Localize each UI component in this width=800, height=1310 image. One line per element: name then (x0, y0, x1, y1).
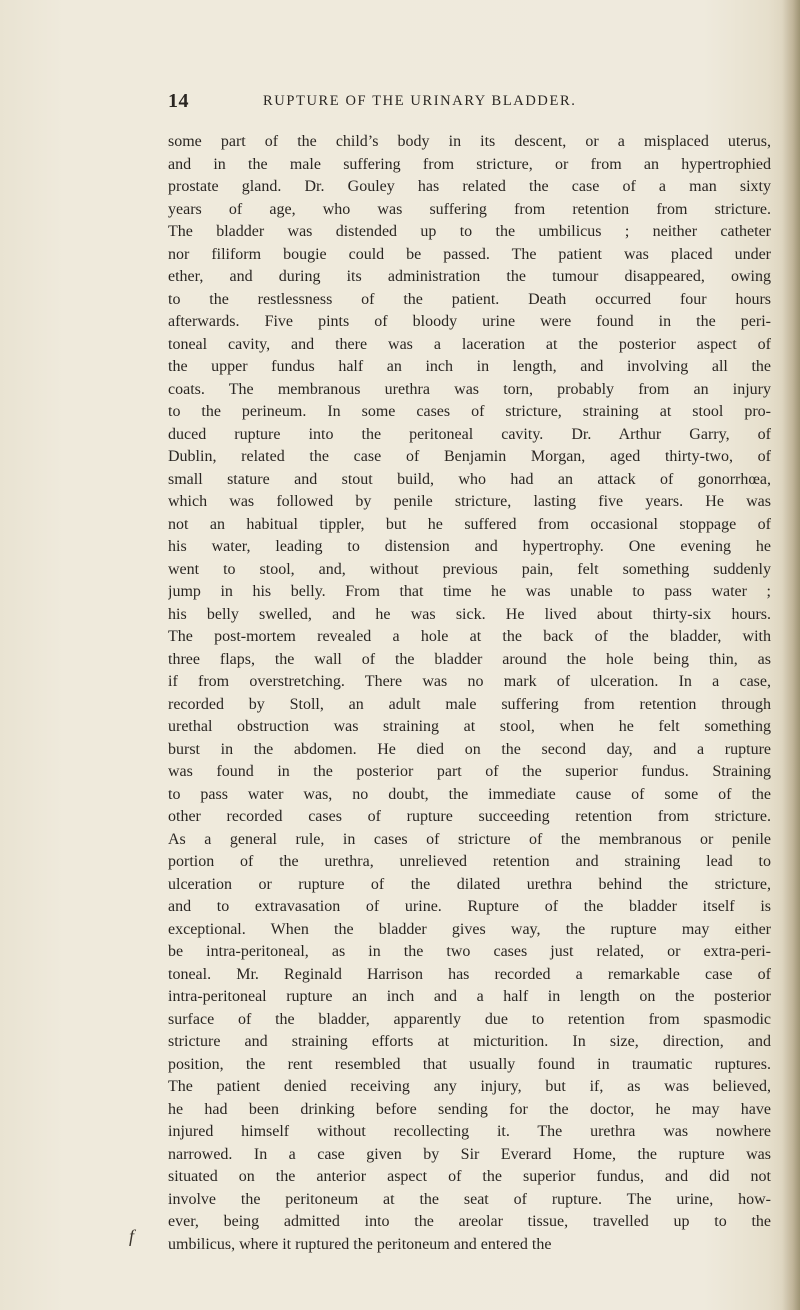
text-line: toneal. Mr. Reginald Harrison has recorded a remarkable case of (168, 965, 771, 983)
text-line: umbilicus, where it ruptured the peritoneum and entered the (168, 1235, 552, 1253)
text-line: to pass water was, no doubt, the immediate cause of some of the (168, 785, 771, 803)
text-line: surface of the bladder, apparently due to retention from spasmodic (168, 1010, 771, 1028)
text-line: he had been drinking before sending for the doctor, he may have (168, 1100, 771, 1118)
text-line: portion of the urethra, unrelieved retention and straining lead to (168, 853, 771, 870)
text-line: was found in the posterior part of the superior fundus. Straining (168, 763, 771, 780)
text-line: burst in the abdomen. He died on the second day, and a rupture (168, 740, 771, 758)
text-line: not an habitual tippler, but he suffered from occasional stoppage of (168, 515, 771, 533)
text-line: his belly swelled, and he was sick. He lived about thirty-six hours. (168, 605, 771, 623)
text-line: situated on the anterior aspect of the superior fundus, and did not (168, 1168, 771, 1185)
text-line: duced rupture into the peritoneal cavity. Dr. Arthur Garry, of (168, 425, 771, 443)
text-line: nor filiform bougie could be passed. The patient was placed under (168, 245, 771, 263)
text-line: As a general rule, in cases of stricture of the membranous or penile (168, 830, 771, 848)
text-line: ever, being admitted into the areolar tissue, travelled up to the (168, 1213, 771, 1230)
running-title: RUPTURE OF THE URINARY BLADDER. (263, 93, 577, 109)
text-line: intra-peritoneal rupture an inch and a half in length on the posterior (168, 988, 771, 1005)
text-line: and to extravasation of urine. Rupture of the bladder itself is (168, 898, 771, 915)
text-line: urethal obstruction was straining at stool, when he felt something (168, 718, 771, 735)
text-line: some part of the child’s body in its descent, or a misplaced uterus, (168, 133, 771, 150)
text-line: involve the peritoneum at the seat of rupture. The urine, how- (168, 1190, 771, 1208)
text-line: ulceration or rupture of the dilated urethra behind the stricture, (168, 875, 771, 893)
text-line: The patient denied receiving any injury, but if, as was believed, (168, 1078, 771, 1095)
text-line: to the perineum. In some cases of stricture, straining at stool pro- (168, 403, 771, 420)
text-line: his water, leading to distension and hypertrophy. One evening he (168, 538, 771, 555)
text-line: The post-mortem revealed a hole at the back of the bladder, with (168, 628, 771, 645)
text-line: coats. The membranous urethra was torn, probably from an injury (168, 380, 771, 398)
text-line: which was followed by penile stricture, lasting five years. He was (168, 493, 771, 510)
text-line: other recorded cases of rupture succeeding retention from stricture. (168, 808, 771, 825)
text-line: the upper fundus half an inch in length, and involving all the (168, 358, 771, 375)
text-line: three flaps, the wall of the bladder around the hole being thin, as (168, 650, 771, 668)
text-line: exceptional. When the bladder gives way, the rupture may either (168, 920, 771, 938)
page-edge-shadow (782, 0, 800, 1310)
text-line: and in the male suffering from stricture, or from an hypertrophied (168, 155, 771, 173)
text-line: be intra-peritoneal, as in the two cases just related, or extra-peri- (168, 943, 771, 960)
page-number: 14 (168, 90, 189, 112)
text-line: ether, and during its administration the tumour disappeared, owing (168, 268, 771, 285)
text-line: small stature and stout build, who had an attack of gonorrhœa, (168, 470, 771, 488)
text-line: narrowed. In a case given by Sir Everard Home, the rupture was (168, 1145, 771, 1163)
text-line: stricture and straining efforts at micturition. In size, direction, and (168, 1033, 771, 1050)
body-text (168, 131, 771, 1256)
text-line: The bladder was distended up to the umbilicus ; neither catheter (168, 223, 771, 240)
text-line: injured himself without recollecting it. The urethra was nowhere (168, 1123, 771, 1140)
text-line: prostate gland. Dr. Gouley has related the case of a man sixty (168, 178, 771, 195)
text-line: years of age, who was suffering from retention from stricture. (168, 200, 771, 218)
text-line: position, the rent resembled that usually found in traumatic ruptures. (168, 1055, 771, 1073)
text-line: afterwards. Five pints of bloody urine were found in the peri- (168, 313, 771, 330)
text-line: to the restlessness of the patient. Death occurred four hours (168, 290, 771, 308)
text-line: jump in his belly. From that time he was unable to pass water ; (168, 583, 771, 600)
running-header (168, 90, 768, 116)
text-line: if from overstretching. There was no mark of ulceration. In a case, (168, 673, 771, 690)
text-line: toneal cavity, and there was a laceration at the posterior aspect of (168, 335, 771, 353)
margin-mark: f (129, 1226, 135, 1246)
text-line: went to stool, and, without previous pain, felt something suddenly (168, 560, 771, 578)
text-line: Dublin, related the case of Benjamin Morgan, aged thirty-two, of (168, 448, 771, 465)
text-line: recorded by Stoll, an adult male suffering from retention through (168, 695, 771, 713)
